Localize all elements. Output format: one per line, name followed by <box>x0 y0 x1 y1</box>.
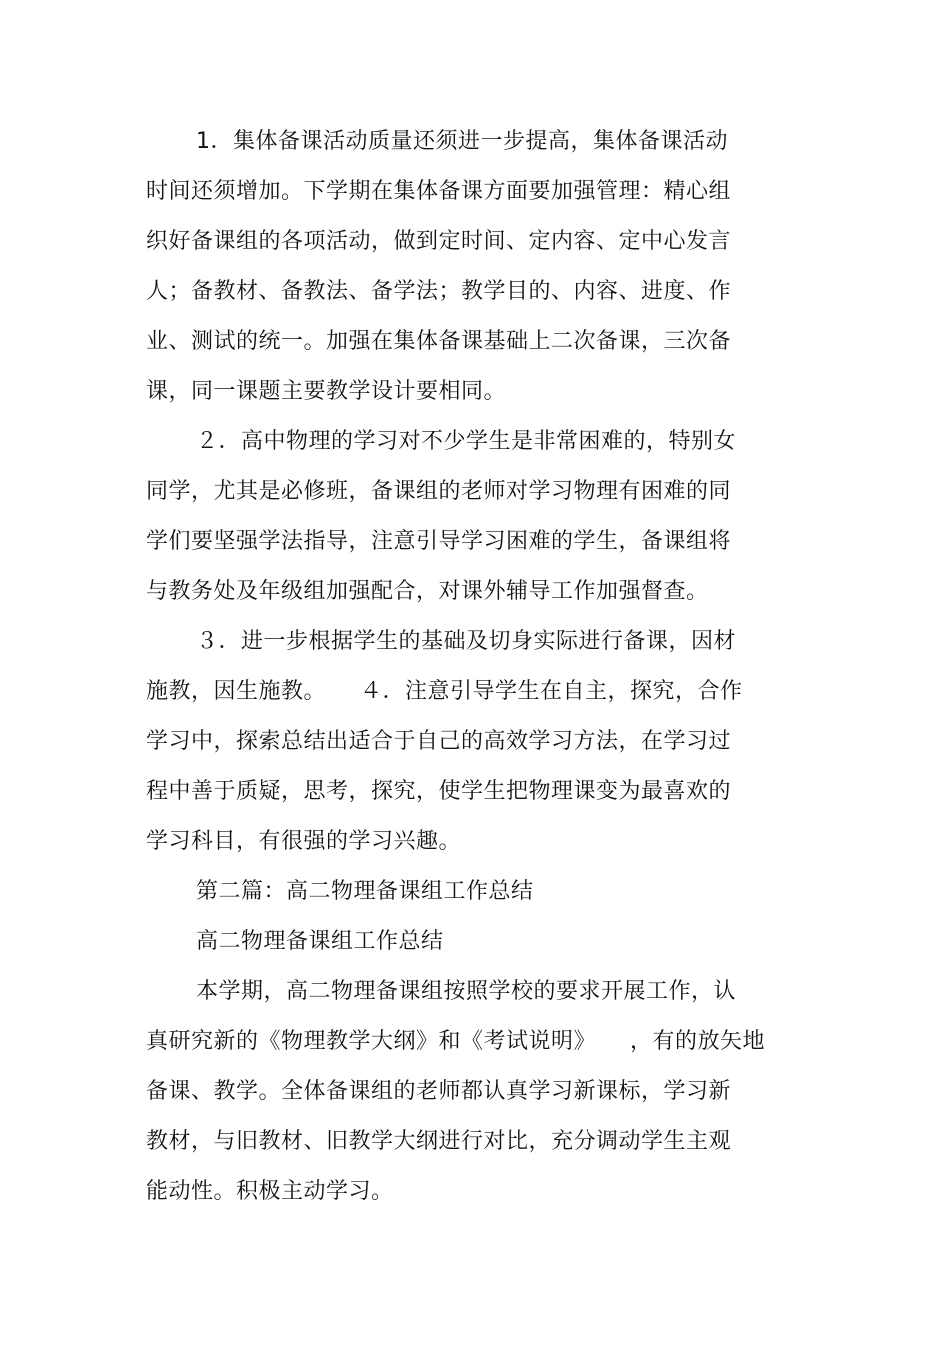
paragraph-3-line-4: 程中善于质疑，思考，探究，使学生把物理课变为最喜欢的 <box>146 779 732 804</box>
paragraph-4-line-5: 能动性。积极主动学习。 <box>146 1179 394 1204</box>
paragraph-2-line-2: 同学，尤其是必修班，备课组的老师对学习物理有困难的同 <box>146 479 732 504</box>
paragraph-3-line-3: 学习中，探索总结出适合于自己的高效学习方法，在学习过 <box>146 729 732 754</box>
section-title: 高二物理备课组工作总结 <box>196 929 444 954</box>
paragraph-4-line-2: 真研究新的《物理教学大纲》和《考试说明》 ，有的放矢地 <box>146 1029 766 1054</box>
paragraph-4-line-3: 备课、教学。全体备课组的老师都认真学习新课标，学习新 <box>146 1079 732 1104</box>
paragraph-3-line-5: 学习科目，有很强的学习兴趣。 <box>146 829 462 854</box>
paragraph-4-line-1: 本学期，高二物理备课组按照学校的要求开展工作，认 <box>196 979 737 1004</box>
paragraph-4-line-4: 教材，与旧教材、旧教学大纲进行对比，充分调动学生主观 <box>146 1129 732 1154</box>
paragraph-2-line-1: ２．高中物理的学习对不少学生是非常困难的，特别女 <box>196 429 737 454</box>
paragraph-1-line-1: 1．集体备课活动质量还须进一步提高，集体备课活动 <box>196 129 728 154</box>
paragraph-1-line-6: 课，同一课题主要教学设计要相同。 <box>146 379 507 404</box>
paragraph-2-line-4: 与教务处及年级组加强配合，对课外辅导工作加强督查。 <box>146 579 709 604</box>
paragraph-2-line-3: 学们要坚强学法指导，注意引导学习困难的学生，备课组将 <box>146 529 732 554</box>
paragraph-1-line-4: 人；备教材、备教法、备学法；教学目的、内容、进度、作 <box>146 279 732 304</box>
paragraph-1-line-5: 业、测试的统一。加强在集体备课基础上二次备课，三次备 <box>146 329 732 354</box>
paragraph-1-line-3: 织好备课组的各项活动，做到定时间、定内容、定中心发言 <box>146 229 732 254</box>
section-heading: 第二篇：高二物理备课组工作总结 <box>196 879 534 904</box>
paragraph-3-line-1: ３．进一步根据学生的基础及切身实际进行备课，因材 <box>196 629 737 654</box>
paragraph-1-line-2: 时间还须增加。下学期在集体备课方面要加强管理：精心组 <box>146 179 732 204</box>
paragraph-3-line-2: 施教，因生施教。 ４．注意引导学生在自主，探究，合作 <box>146 679 743 704</box>
